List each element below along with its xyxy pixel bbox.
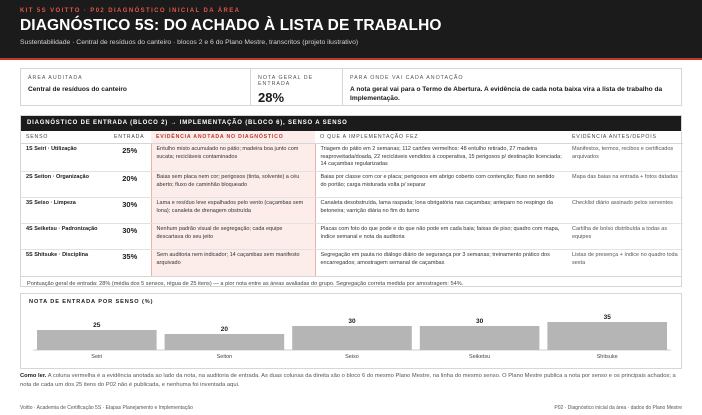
card-score-label: NOTA GERAL DE ENTRADA: [258, 75, 314, 87]
bar-value-label: 30: [475, 318, 484, 325]
chart-canvas: [21, 294, 683, 370]
category-label: Seiri: [91, 354, 103, 360]
category-label: Seiso: [345, 354, 359, 360]
table-footer-note: Pontuação geral de entrada: 28% (média dos 5 sensos, régua de 25 itens) — a pior nota entre as áreas avaliadas do grupo. Segregação correta medida por amostragem: 54%.: [21, 276, 681, 291]
cell-senso: 4S Seiketsu · Padronização: [21, 224, 109, 250]
cell-evidencia: Sem auditoria nem indicador; 14 caçambas sem manifesto arquivado: [151, 250, 315, 276]
bar-seiketsu: [420, 326, 540, 350]
cell-antes-depois: Checklist diário assinado pelos serventes: [567, 198, 683, 224]
card-area: [21, 69, 251, 105]
cell-antes-depois: Cartilha de bolso distribuída a todas as equipes: [567, 224, 683, 250]
footer-left: Voitto · Academia de Certificação 5S · Etapas Planejamento e Implementação: [20, 405, 193, 411]
page-footer: [20, 405, 682, 411]
bar-value-label: 25: [93, 322, 101, 329]
category-label: Shitsuke: [596, 354, 618, 360]
bar-seiton: [165, 334, 285, 350]
card-where-label: PARA ONDE VAI CADA ANOTAÇÃO: [350, 75, 464, 81]
diagnosis-table-panel: [20, 115, 682, 287]
cell-senso: 2S Seiton · Organização: [21, 172, 109, 198]
cell-evidencia: Nenhum padrão visual de segregação; cada equipe descartava do seu jeito: [151, 224, 315, 250]
col-entrada: ENTRADA: [109, 131, 151, 144]
cell-antes-depois: Manifestos, termos, recibos e certificados arquivados: [567, 144, 683, 172]
card-score: [251, 69, 343, 105]
bar-seiso: [292, 326, 412, 350]
table-row: [21, 144, 683, 172]
cell-antes-depois: Listas de presença + índice no quadro toda sexta: [572, 252, 678, 266]
footer-right: P02 · Diagnóstico inicial da área · dados do Plano Mestre: [554, 405, 682, 411]
entry-score-chart: [20, 293, 682, 369]
col-senso: SENSO: [21, 131, 109, 144]
table-row: [21, 224, 683, 250]
cell-entrada: 20%: [109, 172, 151, 198]
cell-antes-depois: Mapa das baias na entrada + fotos datadas: [567, 172, 683, 198]
cell-senso: 5S Shitsuke · Disciplina: [26, 252, 89, 259]
kicker: KIT 5S VOITTO · P02 DIAGNÓSTICO INICIAL DA ÁREA: [20, 8, 241, 14]
bar-value-label: 30: [348, 318, 356, 325]
cell-senso: 3S Seiso · Limpeza: [21, 198, 109, 224]
col-evidencia: EVIDÊNCIA ANOTADA NO DIAGNÓSTICO: [151, 131, 315, 144]
col-implementacao: O QUE A IMPLEMENTAÇÃO FEZ: [315, 131, 567, 144]
table-row: [21, 198, 683, 224]
card-area-value: Central de resíduos do canteiro: [28, 86, 127, 93]
note-lead: Como ler.: [20, 373, 47, 379]
card-area-label: ÁREA AUDITADA: [28, 75, 83, 81]
bar-value-label: 35: [603, 314, 611, 321]
cell-entrada: 30%: [109, 198, 151, 224]
category-label: Seiton: [216, 354, 233, 360]
table-row: [21, 250, 683, 276]
cell-implementacao: Canaleta desobstruída, lama raspada; lona obrigatória nas caçambas; anteparo no respingo da betoneira; varrição diária no fim do turno: [315, 198, 567, 224]
how-to-read-note: [20, 372, 682, 389]
category-label: Seiketsu: [469, 354, 491, 360]
cell-implementacao: Triagem do pátio em 2 semanas; 112 cartões vermelhos: 48 entulho retirado, 27 madeira reaproveitada/doada, 22 recicláveis vendidos à cooperativa, 15 perigosos p/ destinação licenciada; 14 caçambas regularizadas: [315, 144, 567, 172]
page-subtitle: Sustentabilidade · Central de resíduos do canteiro · blocos 2 e 6 do Plano Mestre, transcritos (projeto ilustrativo): [20, 39, 359, 46]
cell-evidencia: Entulho misto acumulado no pátio; madeira boa junto com sucata; recicláveis contaminados: [151, 144, 315, 172]
cell-evidencia: Baias sem placa nem cor; perigosos (tinta, solvente) a céu aberto; fluxo de caminhão bloqueado: [151, 172, 315, 198]
card-score-value: 28%: [258, 90, 285, 105]
cell-implementacao: Baias por classe com cor e placa; perigosos em abrigo coberto com contenção; fluxo no sentido do portão; carga misturada volta p/ separar: [315, 172, 567, 198]
bar-shitsuke: [547, 322, 667, 350]
cell-implementacao: Segregação em pauta no diálogo diário de segurança por 3 semanas; treinamento prático dos encarregados; amostragem semanal de caçambas: [320, 252, 550, 266]
note-text: A coluna vermelha é a evidência anotada ao lado da nota, na auditoria de entrada. As duas colunas da direita são o bloco 6 do mesmo Plano Mestre, na linha do mesmo senso. O Plano Mestre publica a nota por senso e os principais achados; a nota de cada um dos 25 itens do P02 não é publicada, e nenhuma foi inventada aqui.: [20, 373, 676, 388]
table-row: [21, 172, 683, 198]
col-antes-depois: EVIDÊNCIA ANTES/DEPOIS: [567, 131, 683, 144]
diagnosis-table: [21, 131, 683, 276]
cell-entrada: 25%: [109, 144, 151, 172]
page-header: [0, 0, 702, 60]
card-where: [343, 69, 681, 105]
page-title: DIAGNÓSTICO 5S: DO ACHADO À LISTA DE TRABALHO: [20, 17, 442, 34]
cell-senso: 1S Seiri · Utilização: [21, 144, 109, 172]
cell-evidencia: Lama e resíduo leve espalhados pelo vento (caçambas sem lona); canaleta de drenagem obstruída: [151, 198, 315, 224]
cell-entrada: 35%: [122, 252, 138, 262]
summary-cards: [20, 68, 682, 106]
cell-entrada: 30%: [109, 224, 151, 250]
card-where-value: A nota geral vai para o Termo de Abertura. A evidência de cada nota baixa vira a lista de trabalho da Implementação.: [350, 86, 663, 102]
bar-seiri: [37, 330, 157, 350]
cell-implementacao: Placas com foto do que pode e do que não pode em cada baia; faixas de piso; quadro com mapa, índice semanal e nota da auditoria: [315, 224, 567, 250]
table-title: DIAGNÓSTICO DE ENTRADA (BLOCO 2) → IMPLEMENTAÇÃO (BLOCO 6), SENSO A SENSO: [21, 116, 681, 131]
chart-title: NOTA DE ENTRADA POR SENSO (%): [29, 299, 154, 305]
bar-value-label: 20: [220, 326, 229, 333]
